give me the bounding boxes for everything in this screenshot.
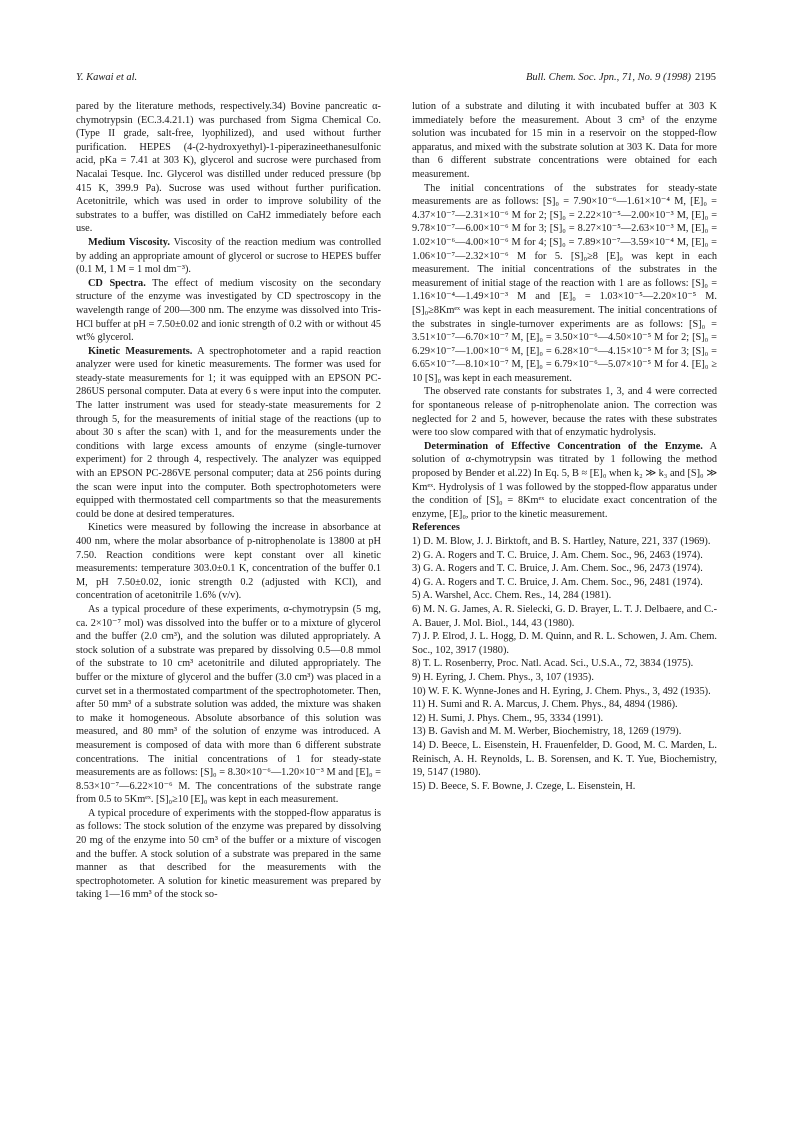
section-medium-viscosity bbox=[76, 236, 381, 277]
left-column bbox=[76, 100, 381, 902]
section-heading: CD Spectra. bbox=[88, 277, 146, 289]
journal-citation: Bull. Chem. Soc. Jpn., 71, No. 9 (1998) bbox=[525, 72, 691, 83]
paragraph-stopped-flow: A typical procedure of experiments with the stopped-flow apparatus is as follows: The stock solution of the enzyme was prepared by dissolving 20 mg of the enzyme into 50 cm³ of the buffer or a mixture of viscogen and the buffer. A stock solution of a substrate was prepared in the same manner as that described for the measurements with the spectrophotometer. A solution for kinetic measurement was prepared by taking 1—16 mm³ of the stock so- bbox=[76, 807, 381, 901]
paragraph-kinetics-conditions: Kinetics were measured by following the increase in absorbance at 400 nm, where the molar absorbance of p-nitrophenolate is 13800 at pH 7.50. Reaction conditions were kept constant over all kinetic measurements: temperature 303.0±0.1 K, concentration of the buffer 0.1 M, pH 7.50±0.02, ionic strength 0.2 (adjusted with KCl), and concentration of acetonitrile 1.6% (v/v). bbox=[76, 522, 381, 602]
section-text: A spectrophotometer and a rapid reaction analyzer were used for kinetic measurements. The former was used for steady-state measurements for 1; it was equipped with an EPSON PC-286US personal computer. Data at every 6 s were input into the computer. The latter instrument was used for steady-state measurements for 2 through 5, for the measurements of initial stage of the reactions (up to about 30 s after the scan) with 1, and for the measurements under the conditions with large excess amounts of enzyme (single-turnover experiment) for 2 through 4, respectively. The analyzer was equipped with an EPSON PC-286VE personal computer; data at 256 points during the scan were input into the computer. Both spectrophotometers were equipped with thermostated cell compartments so that the measurements could be done at desired temperatures. bbox=[76, 345, 381, 520]
references-heading: References bbox=[412, 522, 460, 534]
reference-item: 15) D. Beece, S. F. Bowne, J. Czege, L. Eisenstein, H. bbox=[412, 780, 636, 792]
reference-item: 3) G. A. Rogers and T. C. Bruice, J. Am. Chem. Soc., 96, 2473 (1974). bbox=[412, 563, 703, 575]
reference-item: 12) H. Sumi, J. Phys. Chem., 95, 3334 (1991). bbox=[412, 712, 604, 724]
section-determination bbox=[412, 440, 717, 522]
section-heading: Medium Viscosity. bbox=[88, 236, 170, 248]
reference-item: 8) T. L. Rosenberry, Proc. Natl. Acad. Sci., U.S.A., 72, 3834 (1975). bbox=[412, 658, 694, 670]
section-text: The effect of medium viscosity on the secondary structure of the enzyme was investigated by CD spectroscopy in the wavelength range of 200—300 nm. The enzyme was dissolved into Tris-HCl buffer at pH = 7.50±0.02 and ionic strength of 0.2 with or without 45 wt% glycerol. bbox=[76, 277, 381, 344]
reference-item: 13) B. Gavish and M. M. Werber, Biochemistry, 18, 1269 (1979). bbox=[412, 726, 682, 738]
section-cd-spectra bbox=[76, 277, 381, 345]
paragraph-typical-procedure: As a typical procedure of these experiments, α-chymotrypsin (5 mg, ca. 2×10⁻⁷ mol) was dissolved into the buffer or to a mixture of glycerol and the buffer (2.0 cm³), and the solution was diluted appropriately. A stock solution of a substrate was prepared by dissolving 0.5—0.8 mmol of the substrate to 10 cm³ acetonitrile and diluted appropriately. The buffer or the mixture of glycerol and the buffer (3.0 cm³) was placed in a curvet set in a thermostated compartment of the spectrophotometer. Then, after 50 mm³ of a substrate solution was added, the mixture was shaken to make it homogeneous. Absolute absorbance of this solution was measured, and 80 mm³ of the solution of enzyme was introduced. A measurement is composed of data with more than 6 different substrate concentrations. The initial concentrations of 1 for steady-state measurements are as follows: [S]₀ = 8.30×10⁻⁶—1.20×10⁻³ M and [E]₀ = 8.53×10⁻⁷—6.22×10⁻⁶ M. The concentrations of the substrate range from 0.5 to 5Kmᵉˣ. [S]₀≥10 [E]₀ was kept in each measurement. bbox=[76, 603, 381, 806]
reference-item: 2) G. A. Rogers and T. C. Bruice, J. Am. Chem. Soc., 96, 2463 (1974). bbox=[412, 549, 703, 561]
right-column bbox=[412, 100, 717, 793]
running-header-journal bbox=[526, 72, 716, 83]
reference-list bbox=[412, 535, 717, 793]
page-number: 2195 bbox=[695, 72, 716, 83]
reference-item: 4) G. A. Rogers and T. C. Bruice, J. Am. Chem. Soc., 96, 2481 (1974). bbox=[412, 576, 703, 588]
section-text: A solution of α-chymotrypsin was titrated by 1 following the method proposed by Bender et al.22) In Eq. 5, B ≈ [E]₀ when k₂ ≫ k₃ and [S]₀ ≫ Kmᵉˣ. Hydrolysis of 1 was followed by the stopped-flow apparatus under the condition of [S]₀ = 8Kmᵉˣ to elucidate exact concentration of the enzyme, [E]₀, prior to the kinetic measurement. bbox=[412, 440, 717, 520]
reference-item: 9) H. Eyring, J. Chem. Phys., 3, 107 (1935). bbox=[412, 671, 594, 683]
running-header-authors: Y. Kawai et al. bbox=[76, 72, 138, 83]
reference-item: 11) H. Sumi and R. A. Marcus, J. Chem. Phys., 84, 4894 (1986). bbox=[412, 699, 678, 711]
section-heading: Kinetic Measurements. bbox=[88, 345, 193, 357]
reference-item: 5) A. Warshel, Acc. Chem. Res., 14, 284 (1981). bbox=[412, 590, 612, 602]
reference-item: 10) W. F. K. Wynne-Jones and H. Eyring, J. Chem. Phys., 3, 492 (1935). bbox=[412, 685, 711, 697]
paragraph-materials: pared by the literature methods, respectively.34) Bovine pancreatic α-chymotrypsin (EC.3.4.21.1) was purchased from Sigma Chemical Co. (Type II grade, salt-free, lyophilized), and used without further purification. HEPES (4-(2-hydroxyethyl)-1-piperazineethanesulfonic acid, pKa = 7.41 at 303 K), glycerol and sucrose were purchased from Nacalai Tesque. Inc. Glycerol was distilled under reduced pressure (bp 415 K, 399.9 Pa). Sucrose was used without further purification. Acetonitrile, which was used in order to improve solubility of the substrates to a buffer, was distilled on CaH2 immediately before each use. bbox=[76, 101, 381, 235]
reference-item: 6) M. N. G. James, A. R. Sielecki, G. D. Brayer, L. T. J. Delbaere, and C.-A. Bauer, J. Mol. Biol., 144, 43 (1980). bbox=[412, 603, 717, 629]
reference-item: 7) J. P. Elrod, J. L. Hogg, D. M. Quinn, and R. L. Schowen, J. Am. Chem. Soc., 102, 3917 (1980). bbox=[412, 631, 717, 656]
section-text: Viscosity of the reaction medium was controlled by adding an appropriate amount of glycerol or sucrose to HEPES buffer (0.1 M, 1 M = 1 mol dm⁻³). bbox=[76, 236, 381, 276]
reference-item: 14) D. Beece, L. Eisenstein, H. Frauenfelder, D. Good, M. C. Marden, L. Reinisch, A. H. Reynolds, L. B. Sorensen, and K. T. Yue, Biochemistry, 19, 5147 (1980). bbox=[412, 739, 717, 779]
section-heading: Determination of Effective Concentration of the Enzyme. bbox=[424, 440, 703, 452]
paragraph-initial-concentrations: The initial concentrations of the substrates for steady-state measurements are as follows: [S]₀ = 7.90×10⁻⁶—1.61×10⁻⁴ M, [E]₀ = 4.37×10⁻⁷—2.31×10⁻⁶ M for 2; [S]₀ = 2.22×10⁻⁵—2.00×10⁻³ M, [E]₀ = 9.78×10⁻⁷—6.00×10⁻⁶ M for 3; [S]₀ = 8.27×10⁻⁵—2.63×10⁻³ M, [E]₀ = 1.02×10⁻⁶—4.00×10⁻⁶ M for 4; [S]₀ = 7.89×10⁻⁷—3.59×10⁻⁴ M, [E]₀ = 1.06×10⁻⁷—2.32×10⁻⁶ M for 5. [S]₀≥8 [E]₀ was kept in each measurement. The initial concentrations of the substrates in the measurement of initial stage of the reaction with 1 are as follows: [S]₀ = 1.16×10⁻⁴—1.49×10⁻³ M and [E]₀ = 1.03×10⁻⁵—2.20×10⁻⁵ M. [S]₀≥8Kmᵉˣ was kept in each measurement. The initial concentrations of the substrates in single-turnover experiments are as follows: [S]₀ = 3.51×10⁻⁷—6.70×10⁻⁷ M, [E]₀ = 3.50×10⁻⁶—4.50×10⁻⁵ M for 2; [S]₀ = 6.29×10⁻⁷—1.00×10⁻⁶ M, [E]₀ = 6.28×10⁻⁶—4.15×10⁻⁵ M for 3; [S]₀ = 6.65×10⁻⁷—8.10×10⁻⁷ M, [E]₀ = 6.79×10⁻⁶—5.07×10⁻⁵ M for 4. [E]₀ ≥ 10 [S]₀ was kept in each measurement. bbox=[412, 182, 717, 384]
section-kinetic-measurements bbox=[76, 345, 381, 522]
paragraph-rate-constants: The observed rate constants for substrates 1, 3, and 4 were corrected for spontaneous release of p-nitrophenolate anion. The correction was neglected for 2 and 5, however, because the rates with these substrates were too slow compared with that of enzymatic hydrolysis. bbox=[412, 386, 717, 439]
paragraph-continued: lution of a substrate and diluting it with incubated buffer at 303 K immediately before the measurement. About 3 cm³ of the enzyme solution was incubated for 15 min in a reservoir on the stopped-flow apparatus, and mixed with the substrate solution at 303 K. Data for more than 6 different substrate concentrations were obtained for each measurement. bbox=[412, 101, 717, 180]
reference-item: 1) D. M. Blow, J. J. Birktoft, and B. S. Hartley, Nature, 221, 337 (1969). bbox=[412, 536, 711, 547]
